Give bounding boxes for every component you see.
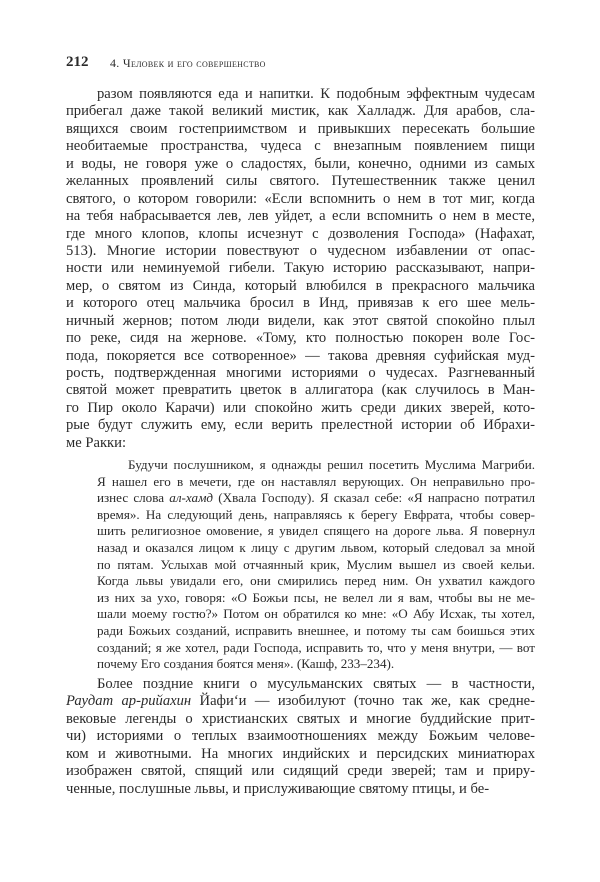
paragraph-2 xyxy=(66,676,535,798)
text-line: 513). Многие истории повествуют о чудесном избавлении от опас- xyxy=(66,242,535,259)
text-line: время». На следующий день, направляясь к берегу Евфрата, чтобы совер- xyxy=(97,506,535,522)
text-line: Будучи послушником, я однажды решил посетить Муслима Магриби. xyxy=(128,457,535,472)
text-line: рые будут служить ему, если верить прелестной истории об Ибрахи- xyxy=(66,417,535,434)
text-line: по реке, сидя на жернове. «Тому, кто полностью покорен воле Гос- xyxy=(66,330,535,347)
text-line: разом появляются еда и напитки. К подобным эффектным чудесам xyxy=(97,86,535,102)
text-line: почему Его создания боятся меня». (Кашф, 233–234). xyxy=(97,656,395,672)
text-line: ченные, послушные львы, и прислуживающие святому птицы, и бе- xyxy=(66,780,490,797)
page-number: 212 xyxy=(66,54,89,70)
text-line: из них за ухо, говоря: «О Божьи псы, не велел ли я вам, чтобы вы не ме- xyxy=(97,589,535,605)
text-line: шить религиозное омовение, я увидел спящего на дороге льва. Я повернул xyxy=(97,523,535,539)
text-line: ничный жернов; потом люди видели, как этот святой спокойно плыл xyxy=(66,312,535,329)
text-line: пода, покоряется все сотворенное» — такова древняя суфийская муд- xyxy=(66,347,535,364)
text-line: шали моему гостю?» Потом он обратился ко мне: «О Абу Исхак, ты хотел, xyxy=(97,606,535,622)
paragraph-1 xyxy=(66,86,535,452)
text-line: и которого отец мальчика бросил в Инд, привязав к его шее мель- xyxy=(66,295,535,312)
text-line: где много клопов, клопы исчезнут с дозволения Господа» (Нафахат, xyxy=(66,225,535,242)
text-line: по пятам. Услыхав мой отчаянный крик, Муслим вышел из своей кельи. xyxy=(97,556,535,572)
text-line: ме Ракки: xyxy=(66,434,126,451)
running-head: 4. Человек и его совершенство xyxy=(110,56,266,70)
text-line: го Пир около Карачи) или спокойно жить среди диких зверей, кото- xyxy=(66,399,535,416)
text-line: и воды, не говоря уже о сладостях, были, конечно, одними из самых xyxy=(66,155,535,172)
text-line: чи) историями о теплых взаимоотношениях между Божьим челове- xyxy=(66,728,535,745)
italic-title: Раудат ар-рийахин xyxy=(66,693,192,710)
text-line: вековые легенды о христианских святых и многие буддийские прит- xyxy=(66,710,535,727)
text-line: вящихся своим гостеприимством и привыкших пересекать большие xyxy=(66,120,535,137)
text-segment: Йафи‘и — изобилуют (точно так же, как средне- xyxy=(191,693,536,710)
text-line xyxy=(66,693,535,710)
text-line: Более поздние книги о мусульманских святых — в частности, xyxy=(97,676,535,692)
text-line: изображен святой, спящий или сидящий среди зверей; там и приру- xyxy=(66,763,535,780)
block-quote xyxy=(97,457,535,673)
page-header xyxy=(66,52,535,72)
text-line: необитаемые пространства, чудеса с внезапным появлением пищи xyxy=(66,138,535,155)
text-line: рость, подтвержденная многими историями о чудесах. Разгневанный xyxy=(66,365,535,381)
text-segment: (Хвала Господу). Я сказал себе: «Я напрасно потратил xyxy=(213,490,535,506)
text-line: назад и оказался лицом к лицу с другим львом, который следовал за мной xyxy=(97,539,535,555)
text-line xyxy=(97,490,535,507)
text-line: ради Божьих созданий, исправить внешнее, и потому ты сам боишься этих xyxy=(97,622,535,638)
text-segment: изнес слова xyxy=(97,490,170,506)
text-line: Я нашел его в мечети, где он наставлял верующих. Он неправильно про- xyxy=(97,473,535,489)
text-line: ком и животными. На многих индийских и персидских миниатюрах xyxy=(66,745,535,762)
text-line: ности или неминуемой гибели. Такую историю рассказывают, напри- xyxy=(66,260,535,277)
text-line: созданий; я же хотел, ради Господа, исправить то, что у меня внутри, — вот xyxy=(97,639,535,655)
text-line: мер, о святом из Синда, который влюбился в прекрасного мальчика xyxy=(66,277,535,294)
text-line: Когда львы увидали его, они смирились перед ним. Он ухватил каждого xyxy=(97,573,535,589)
text-line: на тебя набрасывается лев, лев уйдет, а если вспомнить о нем в месте, xyxy=(66,208,535,225)
italic-title: ал-хамд xyxy=(169,490,214,506)
text-line: святого, о котором говорили: «Если вспомнить о нем в тот миг, когда xyxy=(66,190,535,207)
text-line: прибегал даже такой великий мистик, как Халладж. Для арабов, сла- xyxy=(66,103,535,120)
text-line: святой может превратить цветок в аллигатора (как случилось в Ман- xyxy=(66,382,535,399)
text-line: желанных проявлений силы святого. Путешественник также ценил xyxy=(66,173,535,190)
